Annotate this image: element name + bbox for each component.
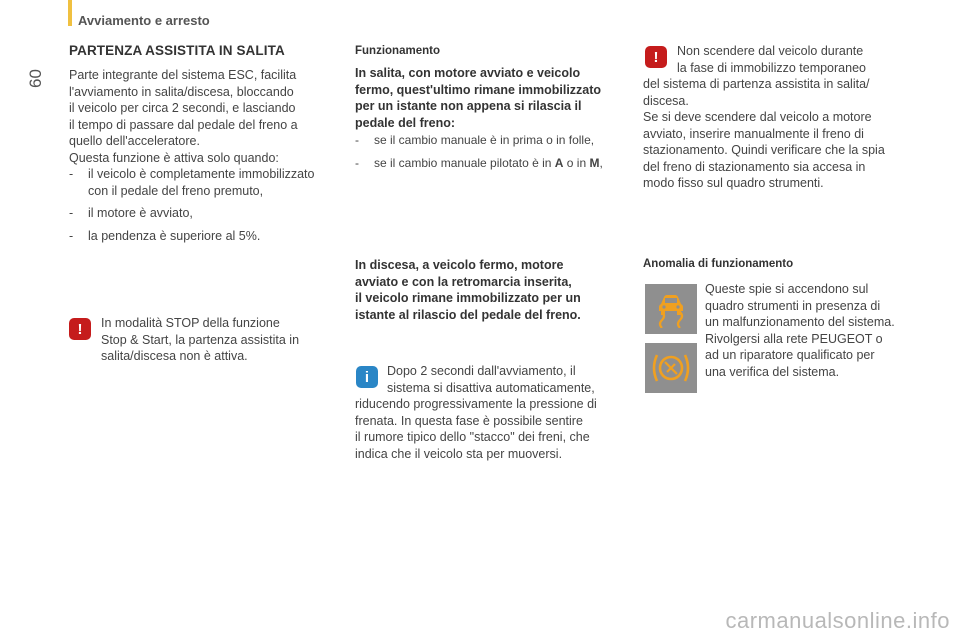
condition-item: - il veicolo è completamente immobilizzato con il pedale del freno premuto, xyxy=(69,167,315,198)
section-accent-bar xyxy=(68,0,72,26)
intro-line: il veicolo per circa 2 secondi, e lasciando xyxy=(69,101,296,115)
gearbox-item: - se il cambio manuale pilotato è in A o in M, xyxy=(355,155,603,170)
page-number: 60 xyxy=(26,69,45,88)
anomaly-subtitle: Anomalia di funzionamento xyxy=(643,258,794,270)
section-title: Avviamento e arresto xyxy=(78,13,210,28)
brake-system-icon xyxy=(645,343,697,393)
gearbox-list xyxy=(355,132,630,171)
gearbox-item: - se il cambio manuale è in prima o in folle, xyxy=(355,133,595,147)
intro-line: il tempo di passare dal pedale del freno a xyxy=(69,117,298,132)
uphill-paragraph: In salita, con motore avviato e veicolo fermo, quest'ultimo rimane immobilizzato per un istante non appena si rilascia il pedale del freno: xyxy=(355,66,602,130)
intro-line: l'avviamento in salita/discesa, bloccando xyxy=(69,84,294,99)
condition-item: - la pendenza è superiore al 5%. xyxy=(69,228,261,243)
warning-icon: ! xyxy=(69,318,91,340)
functioning-subtitle: Funzionamento xyxy=(355,45,440,57)
stop-start-warning: In modalità STOP della funzione Stop & Start, la partenza assistita in salita/discesa non è attiva. xyxy=(101,316,300,363)
exit-vehicle-warning: Non scendere dal veicolo durante la fase di immobilizzo temporaneo del sistema di partenza assistita in salita/ discesa. Se si deve scendere dal veicolo a motore avviato, inserire manualmente il freno di stazionamento. Quindi verificare che la spia del freno di stazionamento sia accesa in modo fisso sul quadro strumenti. xyxy=(643,44,885,190)
watermark: carmanualsonline.info xyxy=(725,608,950,633)
intro-line: Parte integrante del sistema ESC, facilita xyxy=(69,68,297,82)
anomaly-paragraph: Queste spie si accendono sul quadro strumenti in presenza di un malfunzionamento del sistema. Rivolgersi alla rete PEUGEOT o ad un riparatore qualificato per una verifica del sistema. xyxy=(705,282,895,379)
info-icon: i xyxy=(356,366,378,388)
intro-paragraph xyxy=(69,67,339,244)
downhill-paragraph: In discesa, a veicolo fermo, motore avviato e con la retromarcia inserita, il veicolo rimane immobilizzato per un istante al rilascio del pedale del freno. xyxy=(355,258,581,322)
intro-line: Questa funzione è attiva solo quando: xyxy=(69,150,279,165)
page-heading: PARTENZA ASSISTITA IN SALITA xyxy=(69,43,285,58)
warning-icon: ! xyxy=(645,46,667,68)
intro-line: quello dell'acceleratore. xyxy=(69,134,200,148)
info-paragraph: Dopo 2 secondi dall'avviamento, il sistema si disattiva automaticamente, riducendo progressivamente la pressione di frenata. In questa fase è possibile sentire il rumore tipico dello "stacco" dei freni, che indica che il veicolo sta per muoversi. xyxy=(355,364,597,461)
esc-skid-icon xyxy=(645,284,697,334)
page-number-wrap xyxy=(26,68,46,98)
condition-item: - il motore è avviato, xyxy=(69,206,193,220)
